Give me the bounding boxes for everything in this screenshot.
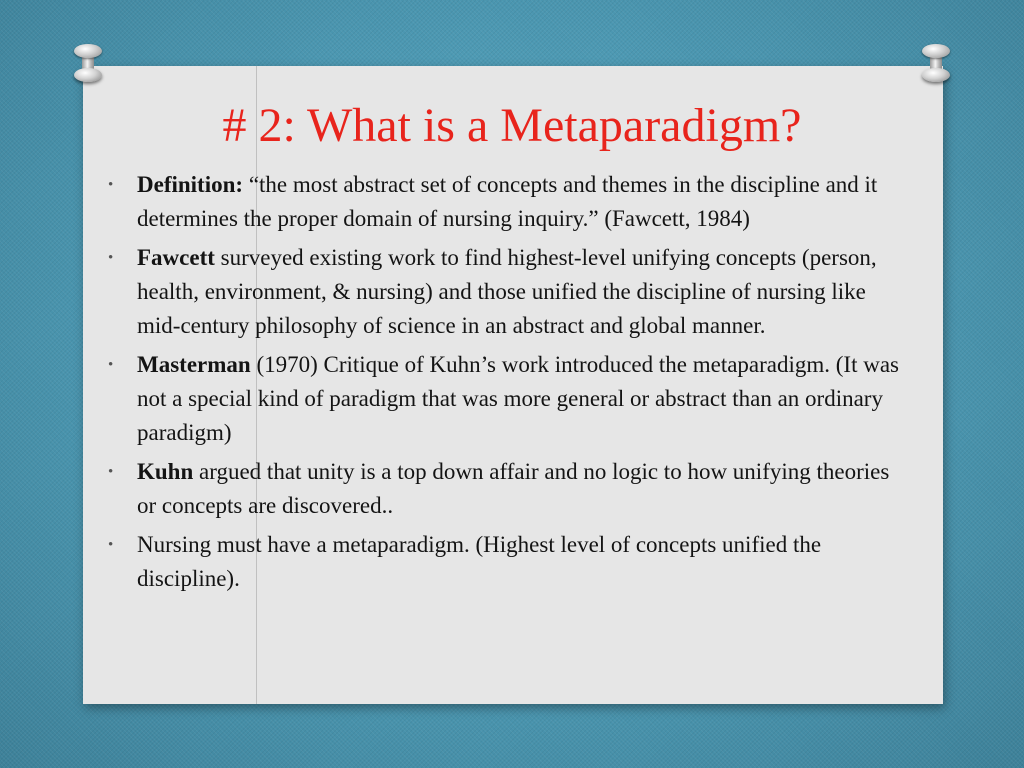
- bullet-kuhn: [108, 455, 908, 523]
- bullet-text: “the most abstract set of concepts and themes in the discipline and it determines the proper domain of nursing inquiry.” (Fawcett, 1984): [137, 172, 878, 231]
- slide-title: # 2: What is a Metaparadigm?: [222, 99, 802, 152]
- bullet-nursing: [108, 528, 908, 596]
- thumbtack-pin-icon: [922, 44, 950, 84]
- bullet-masterman: [108, 348, 908, 450]
- bullet-definition: [108, 168, 908, 236]
- bullet-lead: Kuhn: [137, 459, 194, 484]
- bullet-marker: •: [108, 537, 114, 553]
- bullet-text: argued that unity is a top down affair and no logic to how unifying theories or concepts are discovered..: [137, 459, 890, 518]
- bullet-fawcett: [108, 241, 908, 343]
- bullet-marker: •: [108, 250, 114, 266]
- bullet-lead: Masterman: [137, 352, 251, 377]
- bullet-list: [108, 168, 908, 601]
- bullet-text: (1970) Critique of Kuhn’s work introduced the metaparadigm. (It was not a special kind of paradigm that was more general or abstract than an ordinary paradigm): [137, 352, 899, 445]
- bullet-lead: Definition:: [137, 172, 244, 197]
- bullet-text: Nursing must have a metaparadigm. (Highest level of concepts unified the discipline).: [137, 532, 822, 591]
- bullet-marker: •: [108, 177, 114, 193]
- bullet-lead: Fawcett: [137, 245, 215, 270]
- bullet-text: surveyed existing work to find highest-level unifying concepts (person, health, environment, & nursing) and those unified the discipline of nursing like mid-century philosophy of science in an abstract and global manner.: [137, 245, 877, 338]
- bullet-marker: •: [108, 464, 114, 480]
- thumbtack-pin-icon: [74, 44, 102, 84]
- bullet-marker: •: [108, 357, 114, 373]
